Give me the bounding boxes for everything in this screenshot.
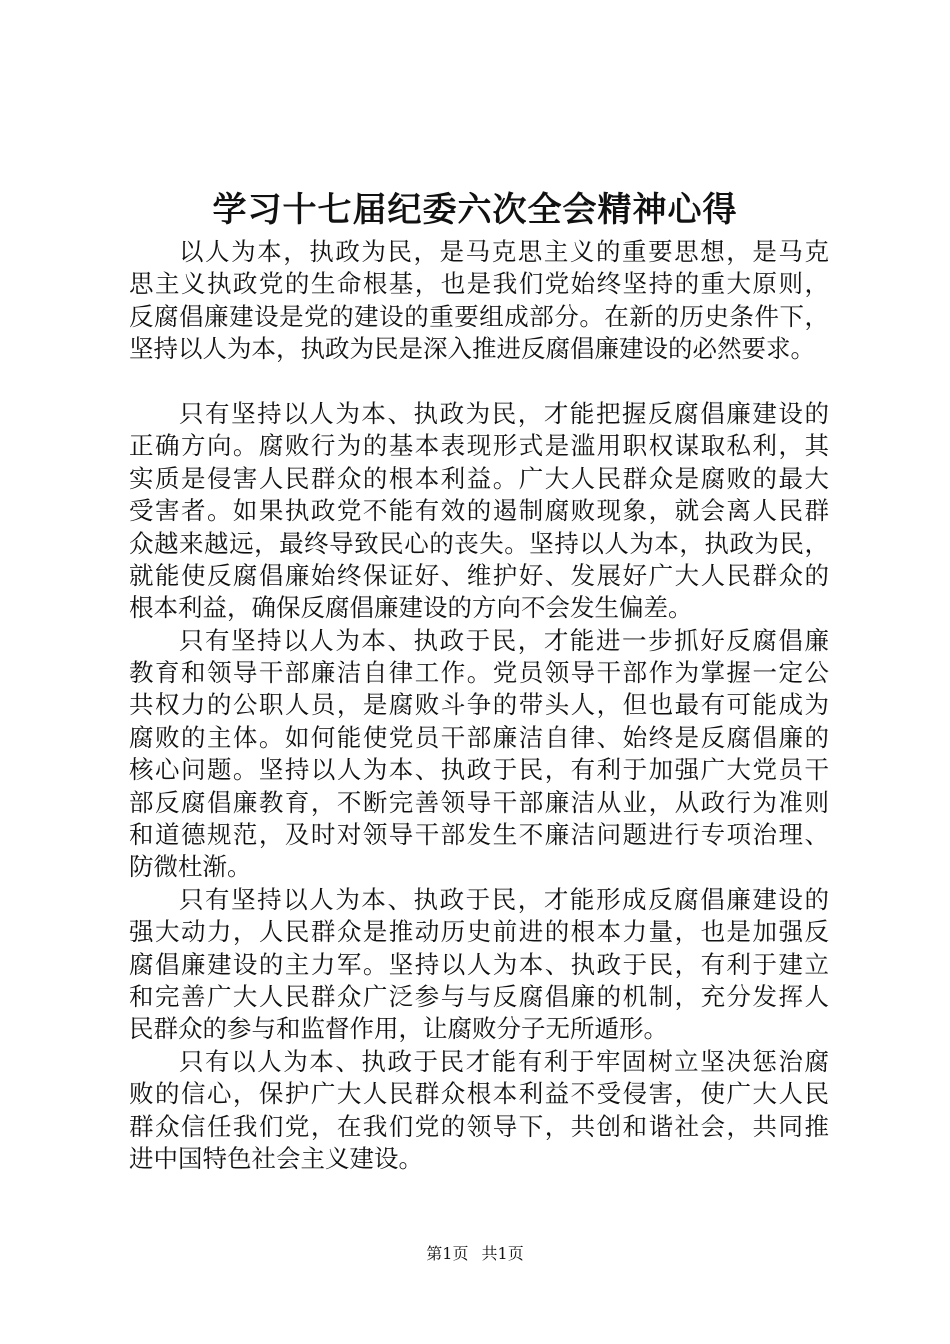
text-line: 只有以人为本、执政于民才能有利于牢固树立坚决惩治腐	[179, 1046, 829, 1076]
text-line: 腐败的主体。如何能使党员干部廉洁自律、始终是反腐倡廉的	[129, 722, 829, 752]
text-line: 核心问题。坚持以人为本、执政于民，有利于加强广大党员干	[129, 755, 829, 785]
page-total: 共1页	[481, 1244, 524, 1263]
text-line: 进中国特色社会主义建设。	[129, 1143, 423, 1173]
text-line: 教育和领导干部廉洁自律工作。党员领导干部作为掌握一定公	[129, 658, 829, 688]
text-line: 和道德规范，及时对领导干部发生不廉洁问题进行专项治理、	[129, 820, 829, 850]
paragraph-4	[129, 884, 829, 1046]
text-line: 实质是侵害人民群众的根本利益。广大人民群众是腐败的最大	[129, 463, 829, 493]
text-line: 思主义执政党的生命根基，也是我们党始终坚持的重大原则，	[129, 269, 829, 299]
page-number: 第1页	[426, 1244, 469, 1263]
text-line: 强大动力，人民群众是推动历史前进的根本力量，也是加强反	[129, 917, 829, 947]
text-line: 民群众的参与和监督作用，让腐败分子无所遁形。	[129, 1014, 668, 1044]
text-line: 部反腐倡廉教育，不断完善领导干部廉洁从业，从政行为准则	[129, 787, 829, 817]
document-body	[129, 236, 829, 1175]
text-line: 只有坚持以人为本、执政为民，才能把握反腐倡廉建设的	[179, 398, 829, 428]
paragraph-1	[129, 236, 829, 366]
text-line: 共权力的公职人员，是腐败斗争的带头人，但也最有可能成为	[129, 690, 829, 720]
text-line: 众越来越远，最终导致民心的丧失。坚持以人为本，执政为民，	[129, 528, 829, 558]
paragraph-2	[129, 398, 829, 625]
document-title: 学习十七届纪委六次全会精神心得	[212, 190, 738, 230]
text-line: 和完善广大人民群众广泛参与与反腐倡廉的机制，充分发挥人	[129, 981, 829, 1011]
text-line: 根本利益，确保反腐倡廉建设的方向不会发生偏差。	[129, 593, 693, 623]
text-line: 只有坚持以人为本、执政于民，才能形成反腐倡廉建设的	[179, 884, 829, 914]
text-line: 以人为本，执政为民，是马克思主义的重要思想，是马克	[179, 237, 829, 266]
text-line: 正确方向。腐败行为的基本表现形式是滥用职权谋取私利，其	[129, 431, 829, 461]
text-line: 群众信任我们党，在我们党的领导下，共创和谐社会，共同推	[129, 1111, 829, 1141]
text-line: 受害者。如果执政党不能有效的遏制腐败现象，就会离人民群	[129, 496, 829, 526]
text-line: 只有坚持以人为本、执政于民，才能进一步抓好反腐倡廉	[179, 625, 829, 655]
paragraph-5	[129, 1046, 829, 1176]
text-line: 败的信心，保护广大人民群众根本利益不受侵害，使广大人民	[129, 1079, 829, 1109]
text-line: 坚持以人为本，执政为民是深入推进反腐倡廉建设的必然要求。	[129, 334, 815, 364]
text-line: 防微杜渐。	[129, 852, 252, 882]
page-footer	[0, 1242, 950, 1266]
text-line: 腐倡廉建设的主力军。坚持以人为本、执政于民，有利于建立	[129, 949, 829, 979]
paragraph-spacer	[129, 366, 829, 398]
text-line: 就能使反腐倡廉始终保证好、维护好、发展好广大人民群众的	[129, 560, 829, 590]
paragraph-3	[129, 625, 829, 884]
text-line: 反腐倡廉建设是党的建设的重要组成部分。在新的历史条件下，	[129, 301, 829, 331]
